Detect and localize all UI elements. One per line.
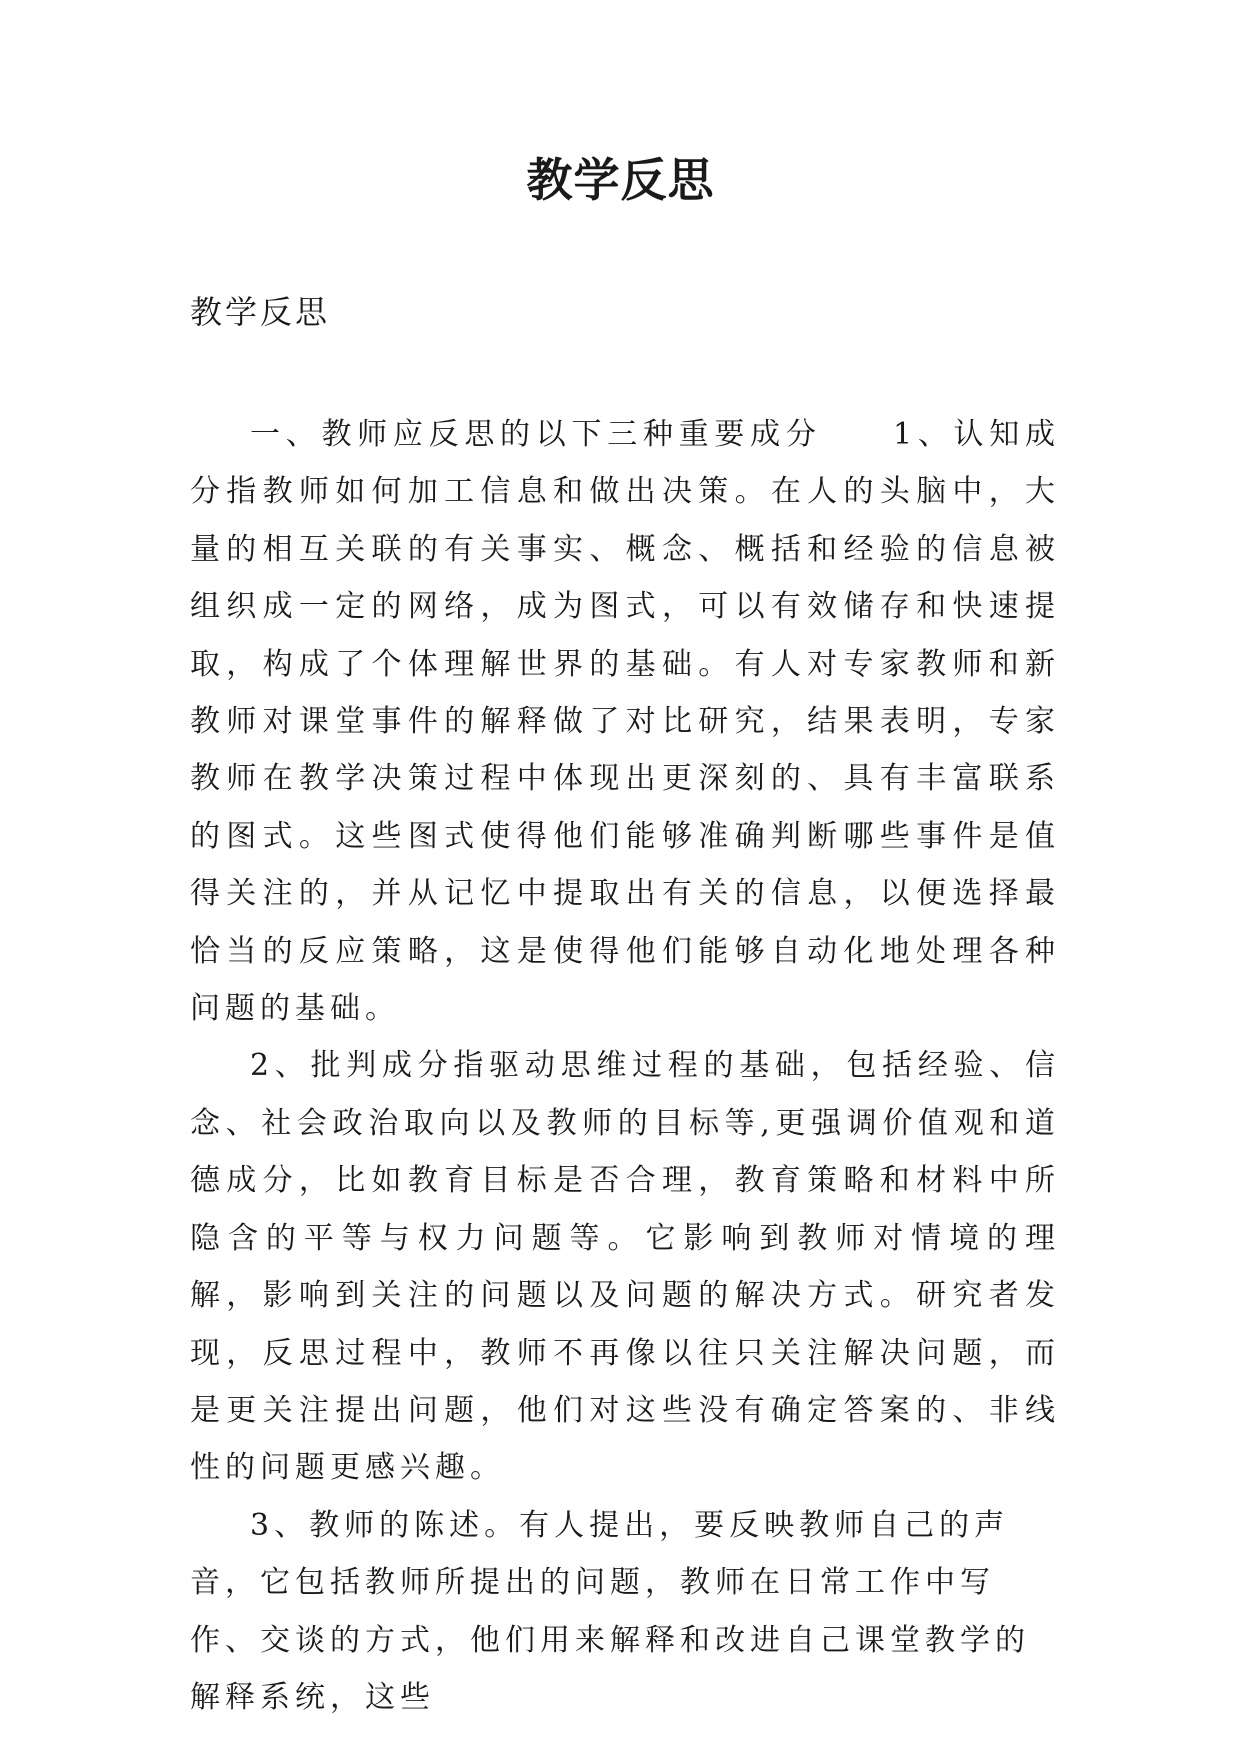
paragraph: 2、批判成分指驱动思维过程的基础，包括经验、信念、社会政治取向以及教师的目标等,更强调价值观和道德成分，比如教育目标是否合理，教育策略和材料中所隐含的平等与权力问题等。它影响到教师对情境的理解，影响到关注的问题以及问题的解决方式。研究者发现，反思过程中，教师不再像以往只关注解决问题，而是更关注提出问题，他们对这些没有确定答案的、非线性的问题更感兴趣。 — [190, 1048, 1060, 1486]
document-subtitle: 教学反思 — [190, 293, 331, 331]
paragraph: 一、教师应反思的以下三种重要成分 1、认知成分指教师如何加工信息和做出决策。在人的头脑中，大量的相互关联的有关事实、概念、概括和经验的信息被组织成一定的网络，成为图式，可以有效储存和快速提取，构成了个体理解世界的基础。有人对专家教师和新教师对课堂事件的解释做了对比研究，结果表明，专家教师在教学决策过程中体现出更深刻的、具有丰富联系的图式。这些图式使得他们能够准确判断哪些事件是值得关注的，并从记忆中提取出有关的信息，以便选择最恰当的反应策略，这是使得他们能够自动化地处理各种问题的基础。 — [190, 417, 1060, 1027]
document-body — [190, 406, 1060, 1726]
paragraph: 3、教师的陈述。有人提出，要反映教师自己的声音，它包括教师所提出的问题，教师在日常工作中写作、交谈的方式，他们用来解释和改进自己课堂教学的解释系统，这些 — [190, 1507, 1030, 1715]
document-title: 教学反思 — [526, 153, 715, 207]
